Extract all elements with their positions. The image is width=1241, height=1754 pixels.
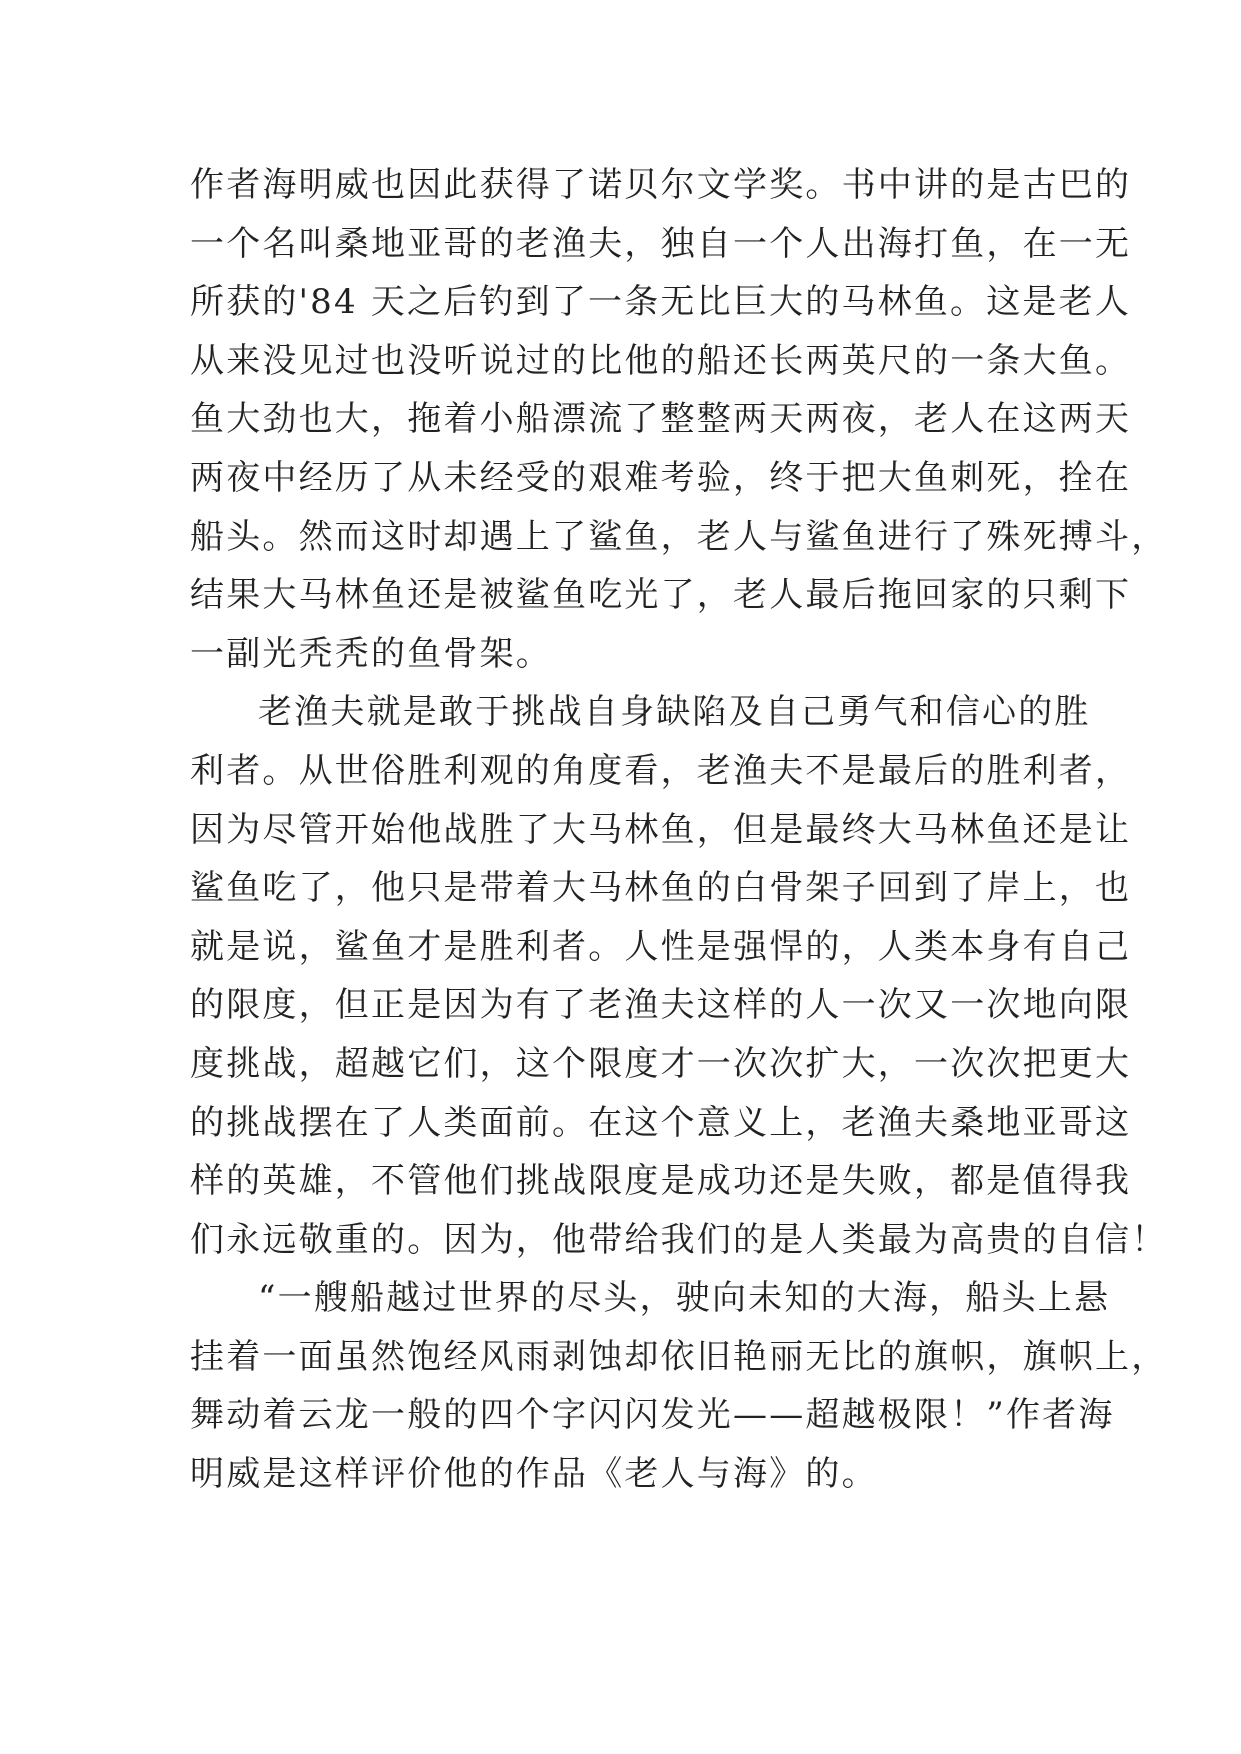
text-line: 明威是这样评价他的作品《老人与海》的。	[190, 1454, 878, 1495]
text-line: 度挑战，超越它们，这个限度才一次次扩大，一次次把更大	[190, 1043, 1132, 1084]
text-line: 结果大马林鱼还是被鲨鱼吃光了，老人最后拖回家的只剩下	[190, 575, 1132, 616]
text-line: 利者。从世俗胜利观的角度看，老渔夫不是最后的胜利者，	[190, 750, 1132, 791]
text-line: 一个名叫桑地亚哥的老渔夫，独自一个人出海打鱼，在一无	[190, 223, 1132, 264]
paragraph-first-line: 老渔夫就是敢于挑战自身缺陷及自己勇气和信心的胜	[258, 692, 1091, 733]
text-line: 一副光秃秃的鱼骨架。	[190, 633, 552, 674]
text-line: 因为尽管开始他战胜了大马林鱼，但是最终大马林鱼还是让	[190, 809, 1132, 850]
text-line: 鱼大劲也大，拖着小船漂流了整整两天两夜，老人在这两天	[190, 399, 1132, 440]
text-line: 的挑战摆在了人类面前。在这个意义上，老渔夫桑地亚哥这	[190, 1102, 1132, 1143]
text-line: 挂着一面虽然饱经风雨剥蚀却依旧艳丽无比的旗帜，旗帜上，	[190, 1336, 1168, 1377]
text-line: 鲨鱼吃了，他只是带着大马林鱼的白骨架子回到了岸上，也	[190, 868, 1132, 909]
body-text	[190, 156, 1168, 1504]
text-line: 的限度，但正是因为有了老渔夫这样的人一次又一次地向限	[190, 985, 1132, 1026]
text-line: 们永远敬重的。因为，他带给我们的是人类最为高贵的自信！	[190, 1219, 1168, 1260]
paragraph-first-line: “一艘船越过世界的尽头，驶向未知的大海，船头上悬	[258, 1278, 1111, 1319]
text-line: 船头。然而这时却遇上了鲨鱼，老人与鲨鱼进行了殊死搏斗，	[190, 516, 1168, 557]
text-line: 就是说，鲨鱼才是胜利者。人性是强悍的，人类本身有自己	[190, 926, 1132, 967]
text-line: 所获的'84 天之后钓到了一条无比巨大的马林鱼。这是老人	[190, 282, 1132, 323]
text-line: 作者海明威也因此获得了诺贝尔文学奖。书中讲的是古巴的	[190, 165, 1132, 205]
text-line: 从来没见过也没听说过的比他的船还长两英尺的一条大鱼。	[190, 340, 1132, 381]
text-line: 舞动着云龙一般的四个字闪闪发光——超越极限！”作者海	[190, 1395, 1115, 1436]
text-line: 样的英雄，不管他们挑战限度是成功还是失败，都是值得我	[190, 1161, 1132, 1202]
text-line: 两夜中经历了从未经受的艰难考验，终于把大鱼刺死，拴在	[190, 457, 1132, 498]
